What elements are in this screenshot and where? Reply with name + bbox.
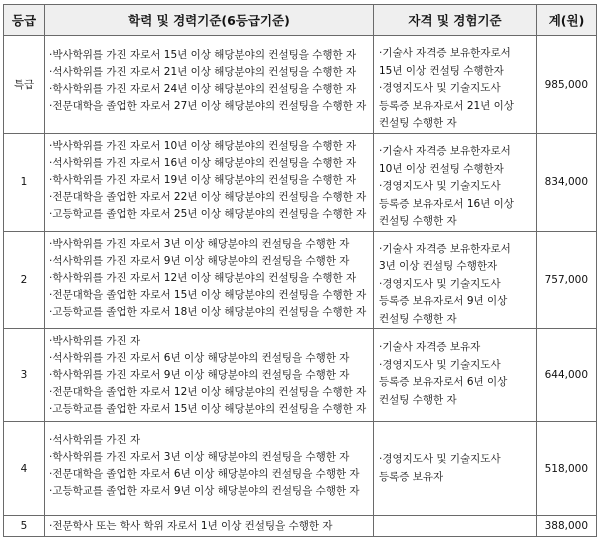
qualification-line: 등록증 보유자 [379, 470, 444, 483]
education-cell [45, 516, 374, 537]
table-row [4, 422, 597, 516]
grade-cell: 특급 [4, 36, 45, 134]
amount-cell: 757,000 [537, 231, 597, 329]
education-cell [45, 36, 374, 134]
qualification-line: ·경영지도사 및 기술지도사 [379, 180, 501, 192]
amount-cell: 518,000 [537, 422, 597, 516]
qualification-line: 15년 이상 컨설팅 수행한자 [379, 64, 504, 77]
education-line: ·석사학위를 가진 자로서 21년 이상 해당분야의 컨설팅을 수행한 자 [49, 66, 357, 78]
education-line: ·학사학위를 가진 자로서 24년 이상 해당분야의 컨설팅을 수행한 자 [49, 83, 357, 95]
qualification-cell [374, 134, 537, 232]
qualification-line: ·기술사 자격증 보유한자로서 [379, 47, 511, 59]
qualification-line: 등록증 보유자로서 9년 이상 [379, 295, 508, 307]
table-row [4, 231, 597, 329]
qualification-line: ·경영지도사 및 기술지도사 [379, 277, 501, 290]
qualification-line: ·경영지도사 및 기술지도사 [379, 358, 501, 371]
education-line: ·박사학위를 가진 자 [49, 335, 141, 347]
header-amount: 계(원) [537, 5, 597, 36]
qualification-cell [374, 231, 537, 329]
qualification-line: 등록증 보유자로서 21년 이상 [379, 99, 514, 112]
header-row [4, 5, 597, 36]
education-line: ·고등학교를 졸업한 자로서 18년 이상 해당분야의 컨설팅을 수행한 자 [49, 305, 367, 318]
qualification-line: ·기술사 자격증 보유자 [379, 341, 481, 353]
education-cell [45, 134, 374, 232]
header-grade: 등급 [4, 5, 45, 36]
table-row [4, 329, 597, 422]
education-line: ·학사학위를 가진 자로서 12년 이상 해당분야의 컨설팅을 수행한 자 [49, 271, 357, 284]
qualification-line: 컨설팅 수행한 자 [379, 117, 457, 129]
education-line: ·석사학위를 가진 자로서 6년 이상 해당분야의 컨설팅을 수행한 자 [49, 352, 350, 364]
education-line: ·전문대학을 졸업한 자로서 22년 이상 해당분야의 컨설팅을 수행한 자 [49, 191, 367, 203]
amount-cell: 388,000 [537, 516, 597, 537]
grade-cell: 5 [4, 516, 45, 537]
education-line: ·박사학위를 가진 자로서 3년 이상 해당분야의 컨설팅을 수행한 자 [49, 237, 350, 250]
qualification-line: 컨설팅 수행한 자 [379, 393, 457, 406]
education-line: ·고등학교를 졸업한 자로서 25년 이상 해당분야의 컨설팅을 수행한 자 [49, 208, 367, 220]
education-line: ·학사학위를 가진 자로서 19년 이상 해당분야의 컨설팅을 수행한 자 [49, 174, 357, 186]
education-line: ·석사학위를 가진 자 [49, 434, 141, 446]
education-cell [45, 422, 374, 516]
qualification-line: ·경영지도사 및 기술지도사 [379, 453, 501, 465]
education-line: ·학사학위를 가진 자로서 3년 이상 해당분야의 컨설팅을 수행한 자 [49, 451, 350, 463]
education-line: ·전문대학을 졸업한 자로서 27년 이상 해당분야의 컨설팅을 수행한 자 [49, 100, 367, 112]
education-line: ·전문학사 또는 학사 학위 자로서 1년 이상 컨설팅을 수행한 자 [49, 519, 333, 532]
education-line: ·석사학위를 가진 자로서 16년 이상 해당분야의 컨설팅을 수행한 자 [49, 157, 357, 169]
consulting-fee-table [3, 4, 597, 537]
qualification-line: 3년 이상 컨설팅 수행한자 [379, 260, 498, 272]
qualification-line: 등록증 보유자로서 6년 이상 [379, 376, 508, 388]
grade-cell: 4 [4, 422, 45, 516]
qualification-line: 컨설팅 수행한 자 [379, 312, 457, 325]
table-row [4, 516, 597, 537]
qualification-line: 10년 이상 컨설팅 수행한자 [379, 162, 504, 175]
education-line: ·고등학교를 졸업한 자로서 15년 이상 해당분야의 컨설팅을 수행한 자 [49, 403, 367, 415]
amount-cell: 644,000 [537, 329, 597, 422]
qualification-cell [374, 422, 537, 516]
qualification-cell [374, 329, 537, 422]
education-cell [45, 231, 374, 329]
grade-cell: 2 [4, 231, 45, 329]
qualification-line: 등록증 보유자로서 16년 이상 [379, 197, 514, 210]
qualification-line: ·기술사 자격증 보유한자로서 [379, 145, 511, 157]
education-cell [45, 329, 374, 422]
education-line: ·고등학교를 졸업한 자로서 9년 이상 해당분야의 컨설팅을 수행한 자 [49, 485, 360, 497]
education-line: ·전문대학을 졸업한 자로서 6년 이상 해당분야의 컨설팅을 수행한 자 [49, 468, 360, 480]
education-line: ·전문대학을 졸업한 자로서 15년 이상 해당분야의 컨설팅을 수행한 자 [49, 288, 367, 301]
qualification-cell [374, 516, 537, 537]
header-qualification: 자격 및 경험기준 [374, 5, 537, 36]
qualification-line: ·경영지도사 및 기술지도사 [379, 82, 501, 94]
qualification-line: ·기술사 자격증 보유한자로서 [379, 242, 511, 255]
table-row [4, 36, 597, 134]
education-line: ·학사학위를 가진 자로서 9년 이상 해당분야의 컨설팅을 수행한 자 [49, 369, 350, 381]
table-row [4, 134, 597, 232]
education-line: ·박사학위를 가진 자로서 15년 이상 해당분야의 컨설팅을 수행한 자 [49, 49, 357, 61]
education-line: ·전문대학을 졸업한 자로서 12년 이상 해당분야의 컨설팅을 수행한 자 [49, 386, 367, 398]
grade-cell: 1 [4, 134, 45, 232]
education-line: ·박사학위를 가진 자로서 10년 이상 해당분야의 컨설팅을 수행한 자 [49, 140, 357, 152]
amount-cell: 834,000 [537, 134, 597, 232]
header-education: 학력 및 경력기준(6등급기준) [45, 5, 374, 36]
amount-cell: 985,000 [537, 36, 597, 134]
grade-cell: 3 [4, 329, 45, 422]
qualification-line: 컨설팅 수행한 자 [379, 215, 457, 227]
qualification-cell [374, 36, 537, 134]
education-line: ·석사학위를 가진 자로서 9년 이상 해당분야의 컨설팅을 수행한 자 [49, 254, 350, 267]
